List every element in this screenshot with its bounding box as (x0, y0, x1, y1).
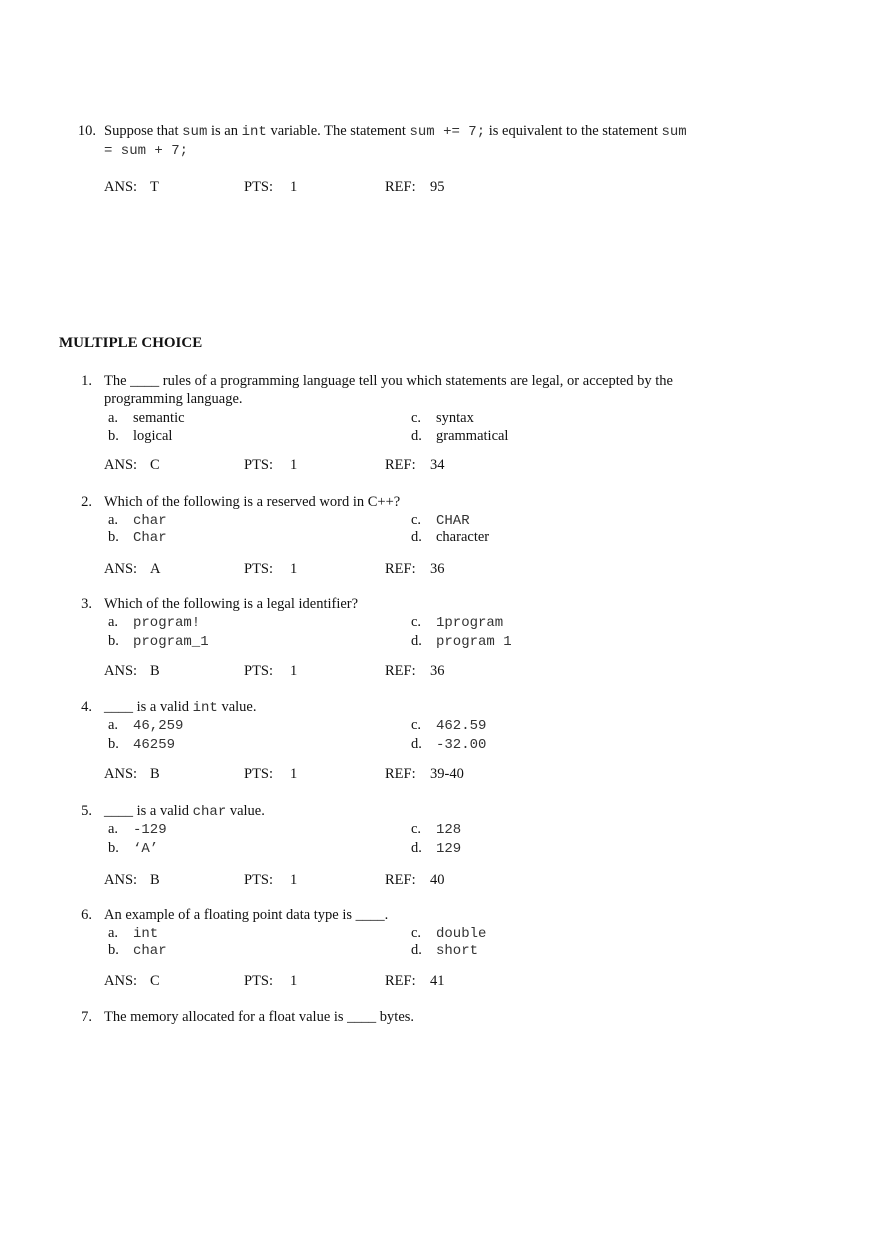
option-c: c. 462.59 (411, 717, 487, 734)
option-b: b. char (108, 942, 167, 959)
question-text: The ____ rules of a programming language tell you which statements are legal, or accepted by the (104, 373, 673, 389)
option-b: b. 46259 (108, 736, 176, 753)
option-a: a. program! (108, 614, 201, 631)
option-c: c. 128 (411, 821, 462, 838)
question-number: 6. (81, 907, 92, 923)
option-d: d. -32.00 (411, 736, 487, 753)
question-text: An example of a floating point data type is ____. (104, 907, 389, 923)
section-title: MULTIPLE CHOICE (59, 335, 203, 351)
option-b: b. logical (108, 428, 173, 444)
question-number: 10. (77, 123, 96, 139)
answer-line: ANS: B PTS: 1 REF: 39-40 (104, 766, 464, 782)
option-b: b. program_1 (108, 633, 209, 650)
answer-line: ANS: B PTS: 1 REF: 40 (104, 872, 445, 888)
option-d: d. grammatical (411, 428, 509, 444)
question-text-continued: = sum + 7; (104, 143, 189, 159)
option-a: a. -129 (108, 821, 167, 838)
answer-line: ANS: A PTS: 1 REF: 36 (104, 561, 445, 577)
option-c: c. 1program (411, 614, 504, 631)
option-d: d. 129 (411, 840, 462, 857)
option-b: b. Char (108, 529, 167, 546)
question-number: 5. (81, 803, 92, 819)
question-text: Which of the following is a reserved word in C++? (104, 494, 401, 510)
option-a: a. 46,259 (108, 717, 184, 734)
answer-line: ANS: B PTS: 1 REF: 36 (104, 663, 445, 679)
question-text-continued: programming language. (104, 391, 243, 407)
answer-line: ANS: C PTS: 1 REF: 41 (104, 973, 445, 989)
option-a: a. char (108, 512, 167, 529)
option-b: b. ‘A’ (108, 840, 159, 857)
option-d: d. program 1 (411, 633, 512, 650)
option-d: d. character (411, 529, 490, 545)
question-text: The memory allocated for a float value is ____ bytes. (104, 1009, 415, 1025)
question-text: ____ is a valid char value. (104, 803, 265, 820)
question-text: Suppose that sum is an int variable. The statement sum += 7; is equivalent to the statement sum (104, 123, 687, 140)
option-a: a. int (108, 925, 159, 942)
question-number: 2. (81, 494, 92, 510)
answer-line: ANS: T PTS: 1 REF: 95 (104, 179, 445, 195)
option-c: c. CHAR (411, 512, 470, 529)
option-d: d. short (411, 942, 479, 959)
question-text: Which of the following is a legal identifier? (104, 596, 359, 612)
question-text: ____ is a valid int value. (104, 699, 257, 716)
question-number: 1. (81, 373, 92, 389)
answer-line: ANS: C PTS: 1 REF: 34 (104, 457, 445, 473)
option-c: c. syntax (411, 410, 474, 426)
option-a: a. semantic (108, 410, 185, 426)
question-number: 7. (81, 1009, 92, 1025)
option-c: c. double (411, 925, 487, 942)
question-number: 3. (81, 596, 92, 612)
question-number: 4. (81, 699, 92, 715)
